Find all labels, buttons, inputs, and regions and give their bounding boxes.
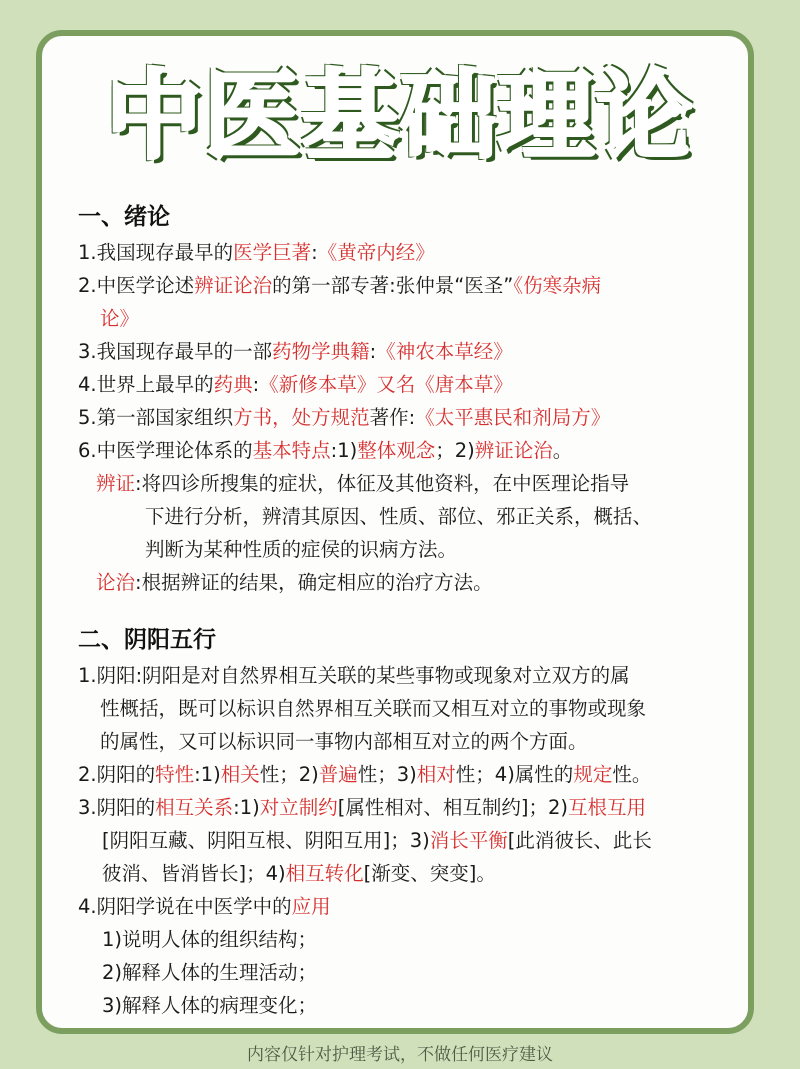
bianzheng-definition-cont: 判断为某种性质的症侯的识病方法。 (145, 538, 458, 561)
lunzhi-definition: 论治:根据辨证的结果，确定相应的治疗方法。 (96, 571, 493, 594)
page-title: 中医基础理论 (106, 60, 694, 172)
intro-item-6: 6.中医学理论体系的基本特点:1)整体观念；2)辨证论治。 (78, 439, 573, 462)
yinyang-item-4-sub: 3)解释人体的病理变化； (102, 994, 318, 1017)
intro-item-2: 2.中医学论述辨证论治的第一部专著:张仲景“医圣”《伤寒杂病 (78, 274, 602, 297)
yinyang-item-4-sub: 2)解释人体的生理活动； (102, 961, 318, 984)
bianzheng-definition: 辨证:将四诊所搜集的症状，体征及其他资料，在中医理论指导 (96, 472, 630, 495)
bianzheng-definition-cont: 下进行分析，辨清其原因、性质、部位、邪正关系，概括、 (145, 505, 653, 528)
yinyang-item-3: 3.阴阳的相互关系:1)对立制约[属性相对、相互制约]；2)互根互用 (78, 796, 646, 819)
yinyang-item-1: 1.阴阳:阴阳是对自然界相互关联的某些事物或现象对立双方的属 (78, 664, 630, 687)
section-heading-yinyang: 二、阴阳五行 (78, 627, 216, 653)
content-body (78, 198, 728, 1022)
yinyang-item-3-cont: [阴阳互藏、阴阳互根、阴阳互用]；3)消长平衡[此消彼长、此长 (102, 829, 652, 852)
yinyang-item-3-cont: 彼消、皆消皆长]；4)相互转化[渐变、突变]。 (102, 862, 496, 885)
yinyang-item-4-sub: 1)说明人体的组织结构； (102, 928, 318, 951)
yinyang-item-1-cont: 的属性，又可以标识同一事物内部相互对立的两个方面。 (100, 730, 588, 753)
yinyang-item-2: 2.阴阳的特性:1)相关性；2)普遍性；3)相对性；4)属性的规定性。 (78, 763, 652, 786)
intro-item-5: 5.第一部国家组织方书，处方规范著作:《太平惠民和剂局方》 (78, 406, 611, 429)
section-heading-intro: 一、绪论 (78, 204, 170, 230)
yinyang-item-1-cont: 性概括，既可以标识自然界相互关联而又相互对立的事物或现象 (100, 697, 647, 720)
intro-item-1: 1.我国现存最早的医学巨著:《黄帝内经》 (78, 241, 435, 264)
yinyang-item-4: 4.阴阳学说在中医学中的应用 (78, 895, 331, 918)
intro-item-4: 4.世界上最早的药典:《新修本草》又名《唐本草》 (78, 373, 513, 396)
intro-item-3: 3.我国现存最早的一部药物学典籍:《神农本草经》 (78, 340, 513, 363)
disclaimer-footer: 内容仅针对护理考试，不做任何医疗建议 (247, 1045, 553, 1065)
intro-item-2-cont: 论》 (100, 307, 140, 330)
